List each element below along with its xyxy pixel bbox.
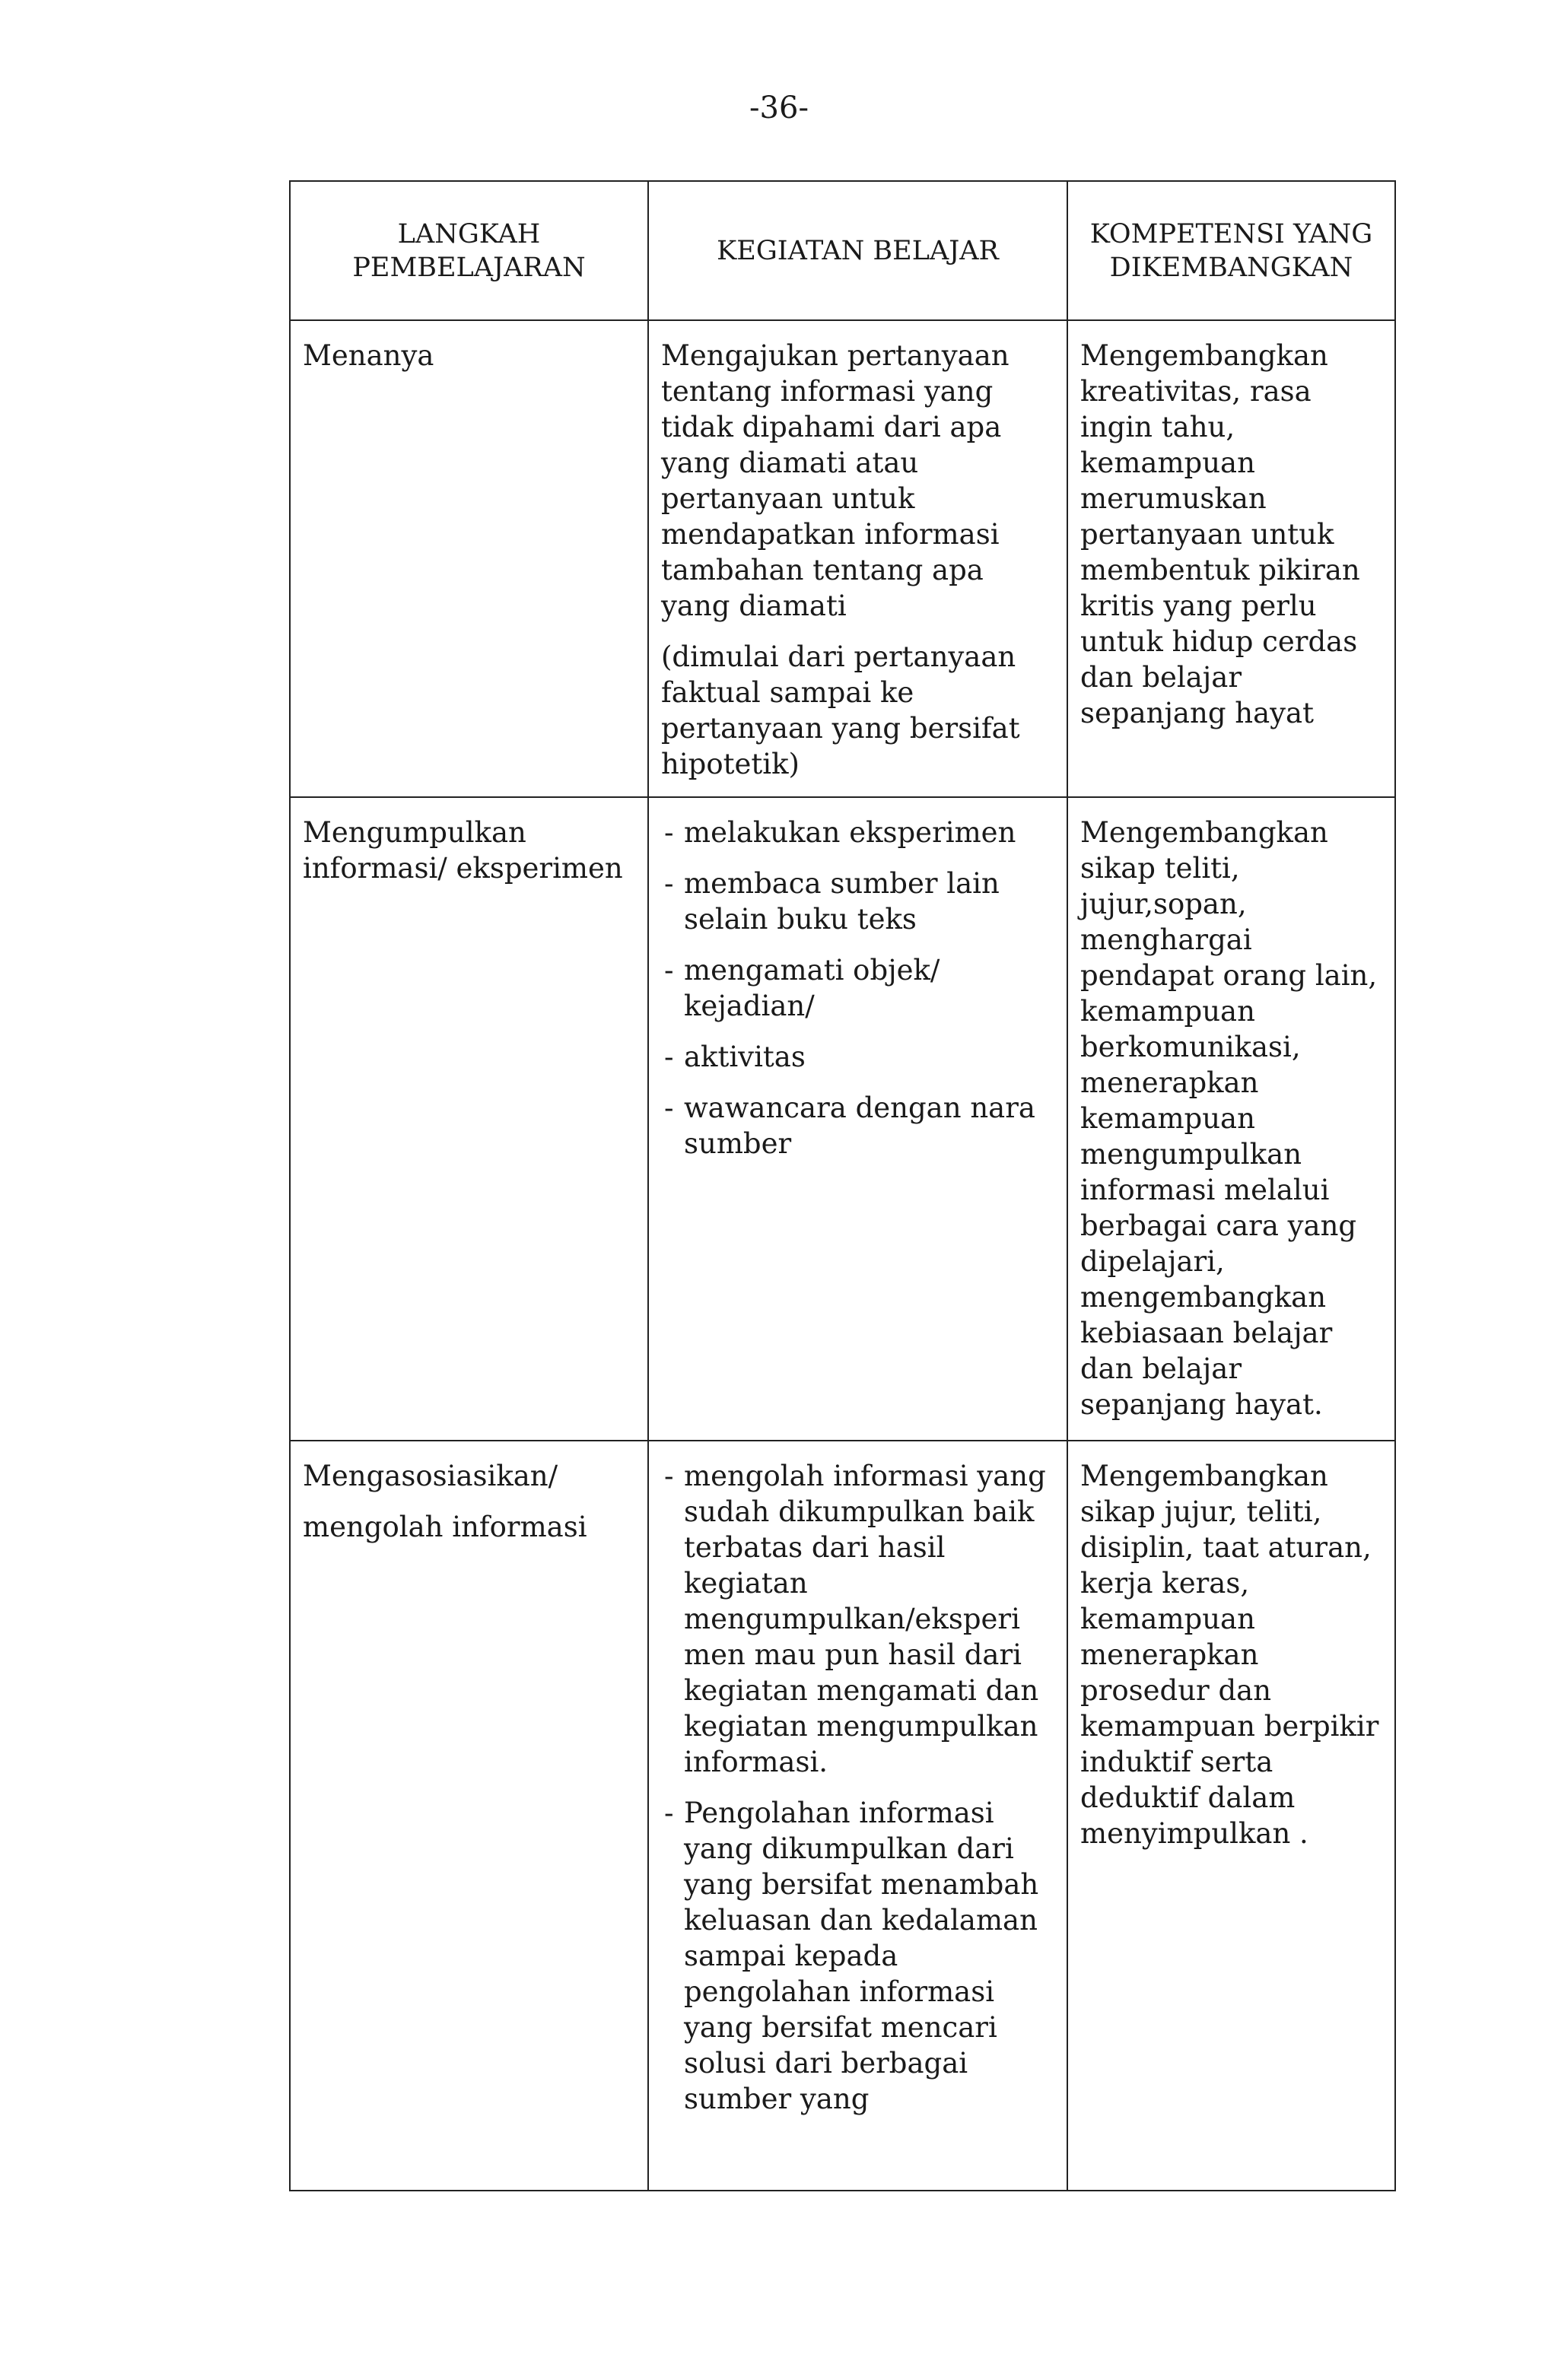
list-item: - membaca sumber lain selain buku teks (661, 866, 1054, 937)
table-row (290, 1441, 1395, 2191)
kompetensi-text: Mengembangkan sikap teliti, jujur,sopan, menghargai pendapat orang lain, kemampuan berkomunikasi, menerapkan kemampuan mengumpulkan informasi melalui berbagai cara yang dipelajari, mengembangkan kebiasaan belajar dan belajar sepanjang hayat. (1080, 816, 1378, 1421)
kompetensi-text: Mengembangkan sikap jujur, teliti, disiplin, taat aturan, kerja keras, kemampuan menerapkan prosedur dan kemampuan berpikir induktif serta deduktif dalam menyimpulkan . (1080, 1460, 1379, 1850)
header-langkah: LANGKAH PEMBELAJARAN (290, 181, 648, 320)
table-row (290, 797, 1395, 1441)
list-item: - Pengolahan informasi yang dikumpulkan dari yang bersifat menambah keluasan dan kedalaman sampai kepada pengolahan informasi yang bersifat mencari solusi dari berbagai sumber yang (661, 1795, 1054, 2117)
langkah-text: mengolah informasi (303, 1511, 587, 1543)
header-kompetensi: KOMPETENSI YANG DIKEMBANGKAN (1067, 181, 1395, 320)
kompetensi-cell (1067, 320, 1395, 797)
kegiatan-paragraph: Mengajukan pertanyaan tentang informasi yang tidak dipahami dari apa yang diamati atau pertanyaan untuk mendapatkan informasi tambahan tentang apa yang diamati (661, 339, 1010, 622)
kegiatan-cell (648, 1441, 1067, 2191)
langkah-text: Mengasosiasikan/ (303, 1460, 558, 1492)
kompetensi-text: Mengembangkan kreativitas, rasa ingin tahu, kemampuan merumuskan pertanyaan untuk membentuk pikiran kritis yang perlu untuk hidup cerdas dan belajar sepanjang hayat (1080, 339, 1360, 729)
page-number: -36- (749, 91, 809, 126)
learning-steps-table (289, 180, 1396, 2191)
table-header-row (290, 181, 1395, 320)
table-row (290, 320, 1395, 797)
langkah-cell (290, 797, 648, 1441)
langkah-text: Mengumpulkan informasi/ eksperimen (303, 816, 623, 885)
langkah-cell (290, 1441, 648, 2191)
kompetensi-cell (1067, 1441, 1395, 2191)
list-item: - aktivitas (661, 1039, 1054, 1075)
list-item: - melakukan eksperimen (661, 815, 1054, 850)
list-item: - mengolah informasi yang sudah dikumpulkan baik terbatas dari hasil kegiatan mengumpulkan/eksperi men mau pun hasil dari kegiatan mengamati dan kegiatan mengumpulkan informasi. (661, 1458, 1054, 1780)
kompetensi-cell (1067, 797, 1395, 1441)
kegiatan-list (661, 815, 1054, 1161)
header-kegiatan: KEGIATAN BELAJAR (648, 181, 1067, 320)
langkah-cell (290, 320, 648, 797)
kegiatan-cell (648, 797, 1067, 1441)
kegiatan-paragraph: (dimulai dari pertanyaan faktual sampai ke pertanyaan yang bersifat hipotetik) (661, 640, 1020, 780)
kegiatan-list (661, 1458, 1054, 2117)
list-item: - mengamati objek/ kejadian/ (661, 952, 1054, 1024)
list-item: - wawancara dengan nara sumber (661, 1090, 1054, 1161)
kegiatan-cell (648, 320, 1067, 797)
langkah-text: Menanya (303, 339, 434, 372)
